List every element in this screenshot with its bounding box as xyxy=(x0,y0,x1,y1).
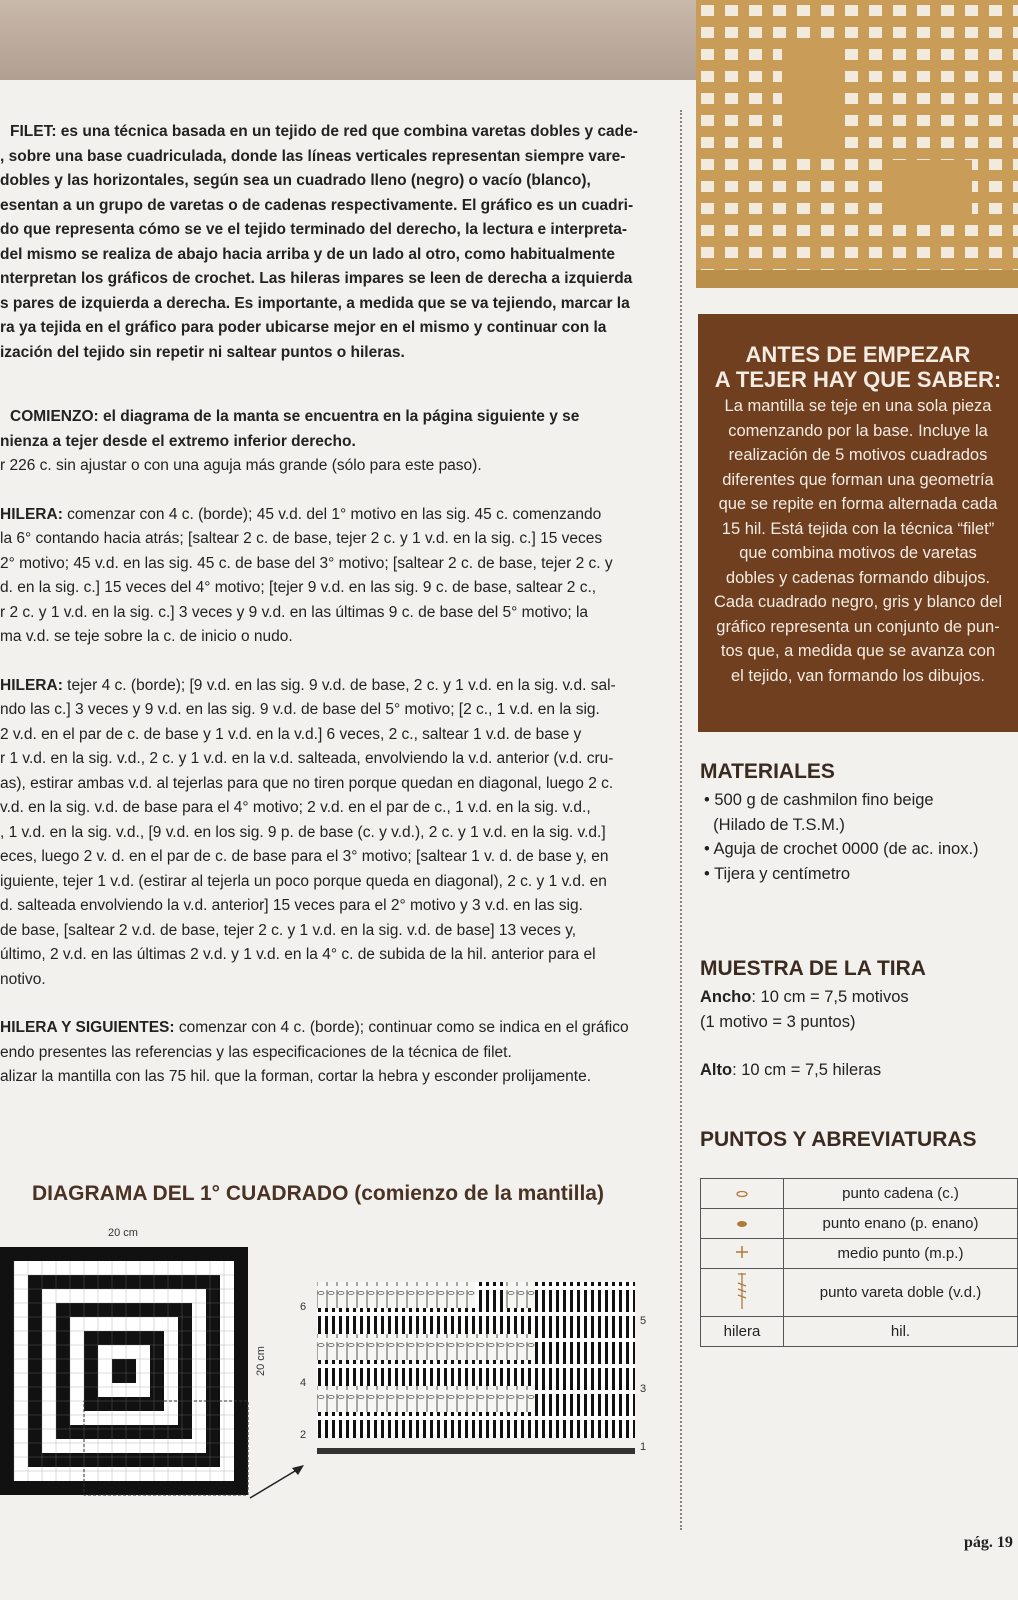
row-number: 4 xyxy=(300,1377,307,1389)
column-divider xyxy=(680,110,682,1530)
text-line: s pares de izquierda a derecha. Es importante, a medida que se va tejiendo, marcar la xyxy=(0,294,630,312)
row-number: 3 xyxy=(640,1383,647,1395)
table-row xyxy=(701,1209,1018,1239)
comienzo-paragraph xyxy=(0,405,662,479)
text-line: iguiente, tejer 1 v.d. (estirar al tejerla un poco porque queda en diagonal), 2 c. y 1 v.d. en xyxy=(0,872,607,890)
materiales-list xyxy=(704,788,979,886)
text-line: comenzar con 4 c. (borde); continuar como se indica en el gráfico xyxy=(178,1019,629,1036)
instructions-column xyxy=(0,120,662,1090)
double-treble-icon xyxy=(701,1269,784,1317)
intro-paragraph xyxy=(0,120,662,365)
text-line: , sobre una base cuadriculada, donde las líneas verticales representan siempre vare- xyxy=(0,147,626,165)
list-item: • Tijera y centímetro xyxy=(704,864,851,883)
list-item: • 500 g de cashmilon fino beige xyxy=(704,791,934,809)
text-line: alizar la mantilla con las 75 hil. que la forman, cortar la hebra y esconder prolijamente. xyxy=(0,1068,592,1085)
text-line: del mismo se realiza de abajo hacia arriba y de un lado al otro, como habitualmente xyxy=(0,245,616,263)
hilera-label: HILERA: xyxy=(0,676,63,694)
text-line: comenzar con 4 c. (borde); 45 v.d. del 1° motivo en las sig. 45 c. comenzando xyxy=(67,505,602,523)
header-band xyxy=(0,0,696,80)
text-line: 2 v.d. en el par de c. de base y 1 v.d. en la v.d.] 6 veces, 2 c., saltear 1 v.d. de base y xyxy=(0,725,582,743)
muestra-body xyxy=(700,985,909,1083)
table-cell: punto vareta doble (v.d.) xyxy=(784,1269,1018,1317)
text-line: , 1 v.d. en la sig. v.d., [9 v.d. en los sig. 9 p. de base (c. y v.d.), 2 c. y 1 v.d. en la sig. v.d.] xyxy=(0,823,606,841)
text-line: r 226 c. sin ajustar o con una aguja más grande (sólo para este paso). xyxy=(0,457,482,474)
text-line: r 2 c. y 1 v.d. en la sig. c.] 3 veces y 9 v.d. en las últimas 9 c. de base del 5° motivo; la xyxy=(0,603,589,621)
text-line: gráfico representa un conjunto de pun- xyxy=(716,617,1000,636)
width-label: 20 cm xyxy=(108,1227,138,1239)
text-line: FILET: es una técnica basada en un tejido de red que combina varetas dobles y cade- xyxy=(10,123,638,140)
text-line: COMIENZO: el diagrama de la manta se encuentra en la página siguiente y se xyxy=(10,408,580,425)
table-cell: hil. xyxy=(784,1317,1018,1347)
hilera-label: HILERA Y SIGUIENTES: xyxy=(0,1019,175,1036)
table-cell: punto cadena (c.) xyxy=(784,1179,1018,1209)
text-line: eces, luego 2 v. d. en el par de c. de base para el 3° motivo; [saltear 1 v. d. de base y, en xyxy=(0,848,609,865)
text-line: dobles y cadenas formando dibujos. xyxy=(725,568,991,587)
page-number: pág. 19 xyxy=(964,1534,1013,1551)
text-line: ndo las c.] 3 veces y 9 v.d. en las sig. 9 v.d. de base del 5° motivo; [2 c., 1 v.d. en la sig. xyxy=(0,701,600,718)
box-subtitle: A TEJER HAY QUE SABER: xyxy=(714,367,1002,392)
text-line: d. en la sig. c.] 15 veces del 4° motivo; [tejer 9 v.d. en las sig. 9 c. de base, saltear 2 c., xyxy=(0,579,597,596)
table-row xyxy=(701,1179,1018,1209)
single-crochet-cross-icon xyxy=(701,1239,784,1269)
slip-stitch-dot-icon xyxy=(701,1209,784,1239)
box-body xyxy=(698,394,1018,688)
text-line: la 6° contando hacia atrás; [saltear 2 c. de base, tejer 2 c. y 1 v.d. en la sig. c.] 15 veces xyxy=(0,530,603,547)
square-motif-chart xyxy=(0,1227,280,1506)
text-line: ización del tejido sin repetir ni saltear puntos o hileras. xyxy=(0,343,405,361)
hilera-2-paragraph xyxy=(0,674,662,993)
before-starting-box xyxy=(698,314,1018,732)
text-line: esentan a un grupo de varetas o de cadenas respectivamente. El gráfico es un cuadri- xyxy=(0,196,634,214)
text-line: nterpretan los gráficos de crochet. Las hileras impares se leen de derecha a izquierda xyxy=(0,270,633,287)
chain-oval-icon xyxy=(701,1179,784,1209)
row-number: 6 xyxy=(300,1301,307,1313)
hilera-3-paragraph xyxy=(0,1016,662,1090)
text-line: ra ya tejida en el gráfico para poder ubicarse mejor en el mismo y continuar con la xyxy=(0,319,607,336)
filet-photo xyxy=(696,0,1018,288)
table-cell: punto enano (p. enano) xyxy=(784,1209,1018,1239)
crochet-texture-image xyxy=(696,0,1018,288)
abbreviations-table xyxy=(700,1178,1018,1347)
table-cell: medio punto (m.p.) xyxy=(784,1239,1018,1269)
text-line: último, 2 v.d. en las últimas 2 v.d. y 1 v.d. en la 4° c. de subida de la hil. anterior para el xyxy=(0,946,596,963)
height-label: 20 cm xyxy=(255,1346,267,1376)
text-line: realización de 5 motivos cuadrados xyxy=(728,446,988,464)
hilera-label: HILERA: xyxy=(0,505,63,523)
hilera-1-paragraph xyxy=(0,503,662,650)
text-line: dobles y las horizontales, según sea un cuadrado lleno (negro) o vacío (blanco), xyxy=(0,172,591,189)
list-item: • Aguja de crochet 0000 (de ac. inox.) xyxy=(704,840,979,858)
table-row xyxy=(701,1269,1018,1317)
text-line: tejer 4 c. (borde); [9 v.d. en las sig. 9 v.d. de base, 2 c. y 1 v.d. en la sig. v.d. sal- xyxy=(67,676,616,694)
table-row xyxy=(701,1239,1018,1269)
text-line: v.d. en la sig. v.d. de base para el 4° motivo; 2 v.d. en el par de c., 1 v.d. en la sig. v.d., xyxy=(0,799,591,816)
text-line: de base, [saltear 2 v.d. de base, tejer 2 c. y 1 v.d. en la sig. v.d. de base] 13 veces y, xyxy=(0,921,577,939)
alto-label: Alto xyxy=(700,1061,733,1079)
text-line: ma v.d. se teje sobre la c. de inicio o nudo. xyxy=(0,628,293,645)
text-line: diferentes que forman una geometría xyxy=(722,470,994,489)
stitch-chart xyxy=(295,1262,660,1492)
diagram-title: DIAGRAMA DEL 1° CUADRADO (comienzo de la mantilla) xyxy=(32,1182,604,1205)
text-line: tos que, a medida que se avanza con xyxy=(720,642,996,660)
row-number: 1 xyxy=(640,1441,647,1453)
text-line: 15 hil. Está tejida con la técnica “filet” xyxy=(721,519,995,538)
alto-value: : 10 cm = 7,5 hileras xyxy=(732,1061,882,1079)
text-line: 2° motivo; 45 v.d. en las sig. 45 c. de base del 3° motivo; [saltear 2 c. de base, tejer 2 c. y xyxy=(0,554,613,572)
text-line: notivo. xyxy=(0,970,46,988)
muestra-title: MUESTRA DE LA TIRA xyxy=(700,957,926,980)
table-row xyxy=(701,1317,1018,1347)
materiales-title: MATERIALES xyxy=(700,760,835,783)
box-title: ANTES DE EMPEZAR xyxy=(745,342,971,367)
text-line: do que representa cómo se ve el tejido terminado del derecho, la lectura e interpreta- xyxy=(0,221,628,238)
text-line: as), estirar ambas v.d. al tejerlas para que no tiren porque quedan en diagonal, luego 2 c. xyxy=(0,774,614,792)
puntos-title: PUNTOS Y ABREVIATURAS xyxy=(700,1128,977,1151)
text-line: comenzando por la base. Incluye la xyxy=(728,421,988,440)
text-line: endo presentes las referencias y las especificaciones de la técnica de filet. xyxy=(0,1043,512,1061)
text-line: que combina motivos de varetas xyxy=(739,544,977,562)
text-line: que se repite en forma alternada cada xyxy=(718,495,998,513)
ancho-note: (1 motivo = 3 puntos) xyxy=(700,1012,856,1031)
text-line: r 1 v.d. en la sig. v.d., 2 c. y 1 v.d. en la v.d. salteada, envolviendo la v.d. anterior (v.d. cru- xyxy=(0,750,614,767)
row-number: 5 xyxy=(640,1315,647,1327)
text-line: el tejido, van formando los dibujos. xyxy=(730,666,986,685)
list-item: (Hilado de T.S.M.) xyxy=(704,815,845,834)
row-number: 2 xyxy=(300,1429,307,1441)
text-line: Cada cuadrado negro, gris y blanco del xyxy=(713,593,1003,611)
ancho-value: : 10 cm = 7,5 motivos xyxy=(751,988,909,1006)
text-line: La mantilla se teje en una sola pieza xyxy=(724,397,992,415)
table-cell: hilera xyxy=(701,1317,784,1347)
ancho-label: Ancho xyxy=(700,988,752,1006)
text-line: nienza a tejer desde el extremo inferior derecho. xyxy=(0,432,356,450)
text-line: d. salteada envolviendo la v.d. anterior] 15 veces para el 2° motivo y 3 v.d. en las sig. xyxy=(0,897,583,914)
